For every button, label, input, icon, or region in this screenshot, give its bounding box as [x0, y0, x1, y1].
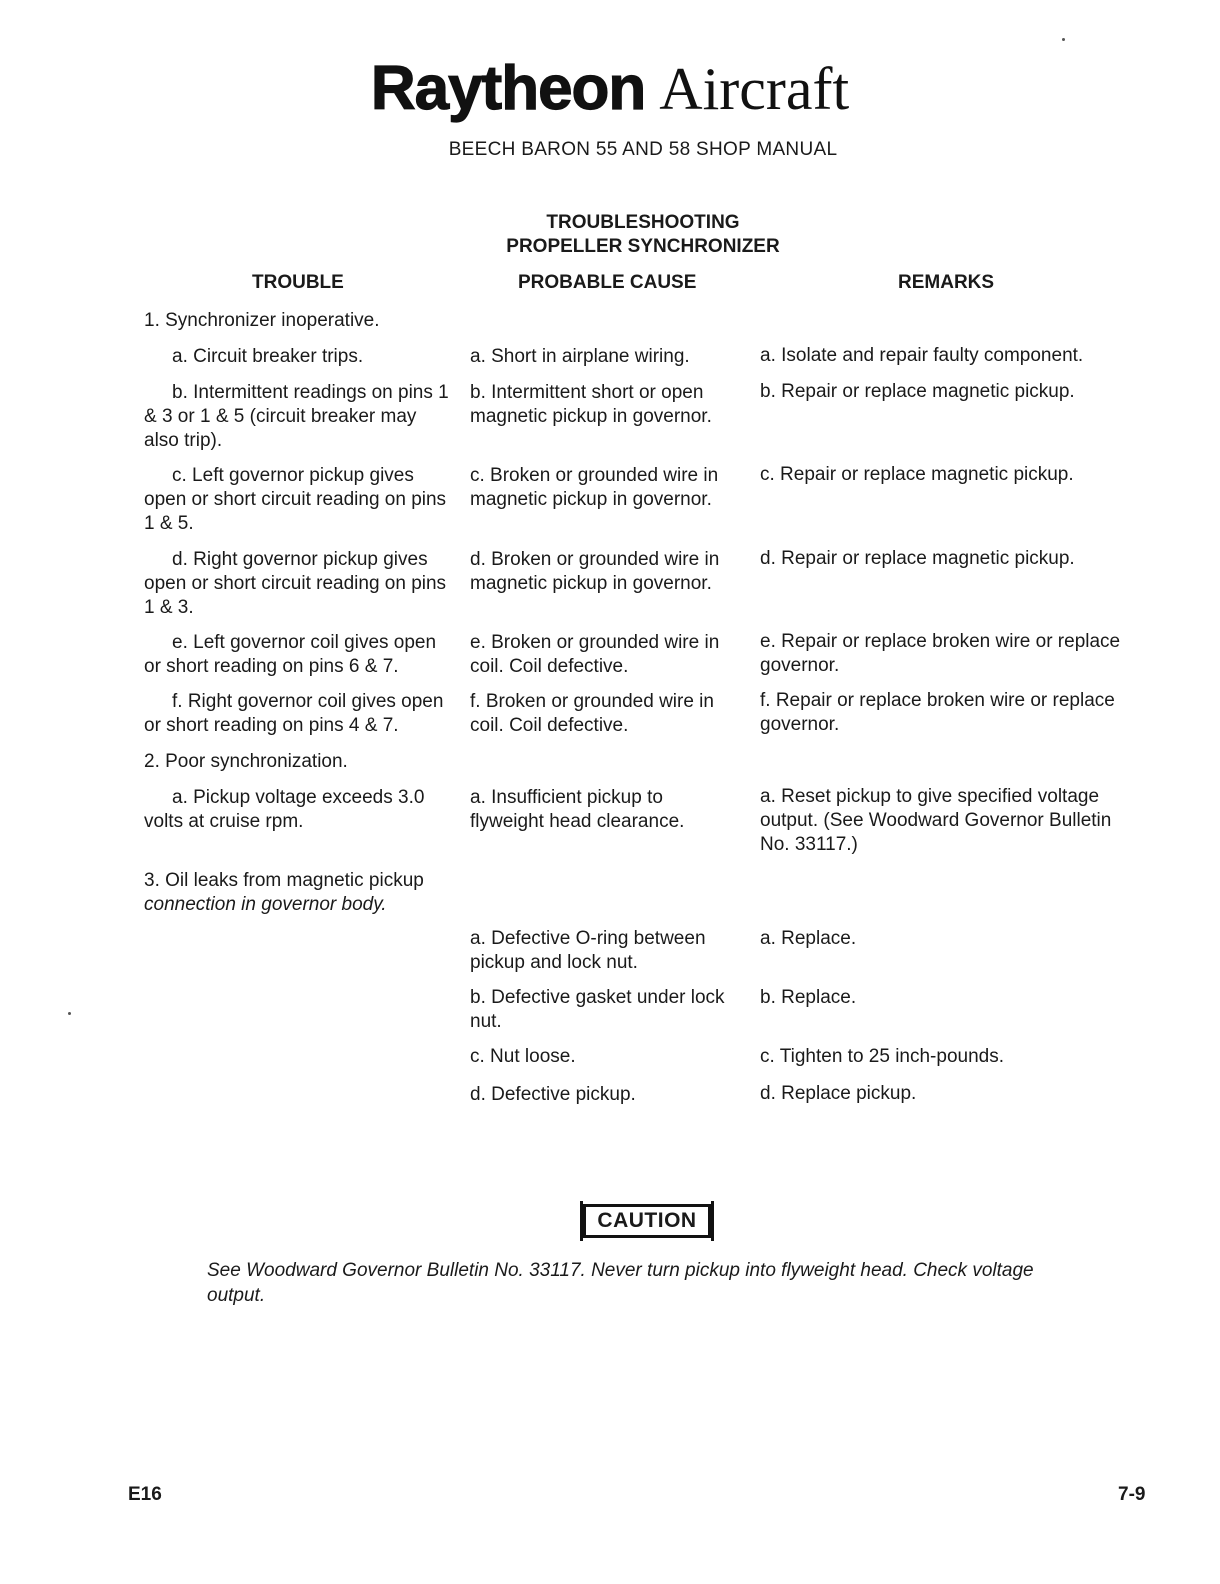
- cause-cell: a. Short in airplane wiring.: [470, 346, 690, 367]
- manual-title: BEECH BARON 55 AND 58 SHOP MANUAL: [448, 139, 838, 160]
- cause-cell: a. Defective O-ring between pickup and lock nut.: [470, 928, 706, 973]
- footer-code: E16: [128, 1484, 162, 1505]
- cause-cell: b. Defective gasket under lock nut.: [470, 987, 725, 1032]
- brand-name: Raytheon: [370, 54, 646, 123]
- trouble-cell: b. Intermittent readings on pins 1 & 3 or 1 & 5 (circuit breaker may also trip).: [144, 382, 449, 451]
- column-header-remarks: REMARKS: [898, 272, 995, 293]
- section-title: TROUBLESHOOTING: [546, 212, 740, 233]
- cause-cell: b. Intermittent short or open magnetic pickup in governor.: [470, 382, 712, 427]
- cause-cell: d. Broken or grounded wire in magnetic pickup in governor.: [470, 549, 720, 594]
- brand-logo: [0, 54, 1220, 123]
- trouble-group-heading: 1. Synchronizer inoperative.: [144, 310, 380, 331]
- section-subtitle: PROPELLER SYNCHRONIZER: [506, 236, 780, 257]
- column-header-trouble: TROUBLE: [252, 272, 344, 293]
- cause-cell: a. Insufficient pickup to flyweight head clearance.: [470, 787, 685, 832]
- trouble-cell: a. Pickup voltage exceeds 3.0 volts at cruise rpm.: [144, 787, 425, 832]
- remarks-cell: d. Replace pickup.: [760, 1083, 917, 1104]
- trouble-cell: c. Left governor pickup gives open or short circuit reading on pins 1 & 5.: [144, 465, 447, 534]
- trouble-cell: e. Left governor coil gives open or short reading on pins 6 & 7.: [144, 632, 437, 677]
- remarks-cell: c. Repair or replace magnetic pickup.: [760, 464, 1074, 485]
- cause-cell: e. Broken or grounded wire in coil. Coil defective.: [470, 632, 720, 677]
- scan-mark: [68, 1012, 71, 1015]
- caution-text: See Woodward Governor Bulletin No. 33117. Never turn pickup into flyweight head. Check voltage output.: [207, 1260, 1034, 1306]
- cause-cell: d. Defective pickup.: [470, 1084, 636, 1105]
- remarks-cell: b. Replace.: [760, 987, 857, 1008]
- remarks-cell: c. Tighten to 25 inch-pounds.: [760, 1046, 1004, 1067]
- remarks-cell: e. Repair or replace broken wire or replace governor.: [760, 631, 1121, 676]
- trouble-group-heading: 2. Poor synchronization.: [144, 751, 348, 772]
- remarks-cell: f. Repair or replace broken wire or replace governor.: [760, 690, 1115, 735]
- trouble-cell: f. Right governor coil gives open or short reading on pins 4 & 7.: [144, 691, 444, 736]
- trouble-group-heading: 3. Oil leaks from magnetic pickup: [144, 870, 424, 891]
- remarks-cell: a. Replace.: [760, 928, 857, 949]
- remarks-cell: b. Repair or replace magnetic pickup.: [760, 381, 1075, 402]
- trouble-group-heading-continued: connection in governor body.: [144, 894, 387, 915]
- column-header-cause: PROBABLE CAUSE: [518, 272, 697, 293]
- cause-cell: c. Nut loose.: [470, 1046, 576, 1067]
- cause-cell: f. Broken or grounded wire in coil. Coil defective.: [470, 691, 714, 736]
- page-number: 7-9: [1118, 1484, 1146, 1505]
- caution-label: CAUTION: [583, 1204, 711, 1238]
- scan-mark: [1062, 38, 1065, 41]
- trouble-cell: d. Right governor pickup gives open or short circuit reading on pins 1 & 3.: [144, 549, 447, 618]
- trouble-cell: a. Circuit breaker trips.: [172, 346, 364, 367]
- cause-cell: c. Broken or grounded wire in magnetic pickup in governor.: [470, 465, 719, 510]
- brand-suffix: Aircraft: [659, 56, 850, 122]
- remarks-cell: d. Repair or replace magnetic pickup.: [760, 548, 1075, 569]
- remarks-cell: a. Isolate and repair faulty component.: [760, 345, 1084, 366]
- remarks-cell: a. Reset pickup to give specified voltage output. (See Woodward Governor Bulletin No. 33117.): [760, 786, 1112, 855]
